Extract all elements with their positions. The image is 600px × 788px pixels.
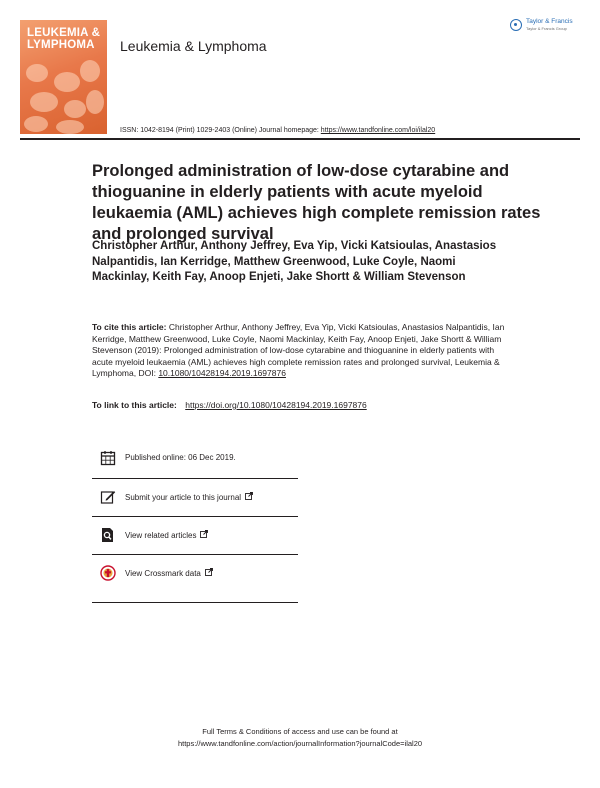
- article-doi-link[interactable]: https://doi.org/10.1080/10428194.2019.1697876: [185, 400, 367, 410]
- issn-text: ISSN: 1042-8194 (Print) 1029-2403 (Online) Journal homepage:: [120, 127, 319, 134]
- cover-pattern: [54, 72, 80, 92]
- footer-terms-link[interactable]: https://www.tandfonline.com/action/journalInformation?journalCode=ilal20: [177, 739, 423, 748]
- header-divider: [20, 138, 580, 140]
- published-row: [92, 440, 298, 478]
- article-title: Prolonged administration of low-dose cytarabine and thioguanine in elderly patients with acute myeloid leukaemia (AML) achieves high complete remission rates and prolonged survival: [92, 162, 541, 243]
- citation-block: [92, 322, 510, 380]
- submit-row[interactable]: [92, 478, 298, 516]
- article-authors: Christopher Arthur, Anthony Jeffrey, Eva Yip, Vicki Katsioulas, Anastasios Nalpantidis, Ian Kerridge, Matthew Greenwood, Luke Coyle, Naomi Mackinlay, Keith Fay, Anoop Enjeti, Jake Shortt & William Stevenson: [92, 240, 497, 283]
- crossmark-icon: [100, 565, 116, 581]
- info-list-divider: [92, 602, 298, 603]
- publisher-logo-icon: [510, 19, 522, 31]
- journal-homepage-link[interactable]: https://www.tandfonline.com/loi/ilal20: [320, 127, 436, 134]
- external-link-icon: [200, 530, 208, 538]
- journal-name: Leukemia & Lymphoma: [120, 38, 267, 54]
- cover-pattern: [24, 116, 48, 132]
- published-date: Published online: 06 Dec 2019.: [125, 453, 236, 462]
- footer: [0, 726, 600, 750]
- external-link-icon: [245, 492, 253, 500]
- submit-article-link[interactable]: Submit your article to this journal: [125, 492, 253, 502]
- cover-pattern: [86, 90, 104, 114]
- external-link-icon: [205, 568, 213, 576]
- crossmark-link[interactable]: View Crossmark data: [125, 568, 213, 578]
- cite-doi-link[interactable]: 10.1080/10428194.2019.1697876: [158, 368, 286, 378]
- cover-pattern: [26, 64, 48, 82]
- publisher-name: Taylor & Francis: [526, 18, 573, 25]
- cite-text: Christopher Arthur, Anthony Jeffrey, Eva Yip, Vicki Katsioulas, Anastasios Nalpantidis, Ian Kerridge, Matthew Greenwood, Luke Coyle, Naomi Mackinlay, Keith Fay, Anoop Enjeti, Jake Shortt & William Stevenson (2019): Prolonged administration of low-dose cytarabine and thioguanine in elderly patients with acute myeloid leukaemia (AML) achieves high complete remission rates and prolonged survival, Leukemia & Lymphoma, DOI:: [92, 322, 505, 378]
- cover-pattern: [30, 92, 58, 112]
- article-info-list: [92, 440, 298, 592]
- publisher-logo[interactable]: [510, 16, 573, 34]
- issn-line: [120, 127, 435, 134]
- document-search-icon: [100, 527, 116, 543]
- publisher-tagline: Taylor & Francis Group: [526, 26, 567, 31]
- journal-cover-image[interactable]: [20, 20, 107, 134]
- cover-title: LEUKEMIA & LYMPHOMA: [27, 27, 101, 51]
- related-row[interactable]: [92, 516, 298, 554]
- crossmark-row[interactable]: [92, 554, 298, 592]
- calendar-icon: [100, 450, 116, 466]
- cover-pattern: [80, 60, 100, 82]
- article-link-line: [92, 400, 367, 410]
- cover-pattern: [64, 100, 86, 118]
- cite-label: To cite this article:: [92, 322, 167, 332]
- related-articles-link[interactable]: View related articles: [125, 530, 208, 540]
- edit-icon: [100, 489, 116, 505]
- footer-terms-text: Full Terms & Conditions of access and use can be found at: [202, 727, 398, 736]
- link-label: To link to this article:: [92, 400, 177, 410]
- cover-pattern: [56, 120, 84, 134]
